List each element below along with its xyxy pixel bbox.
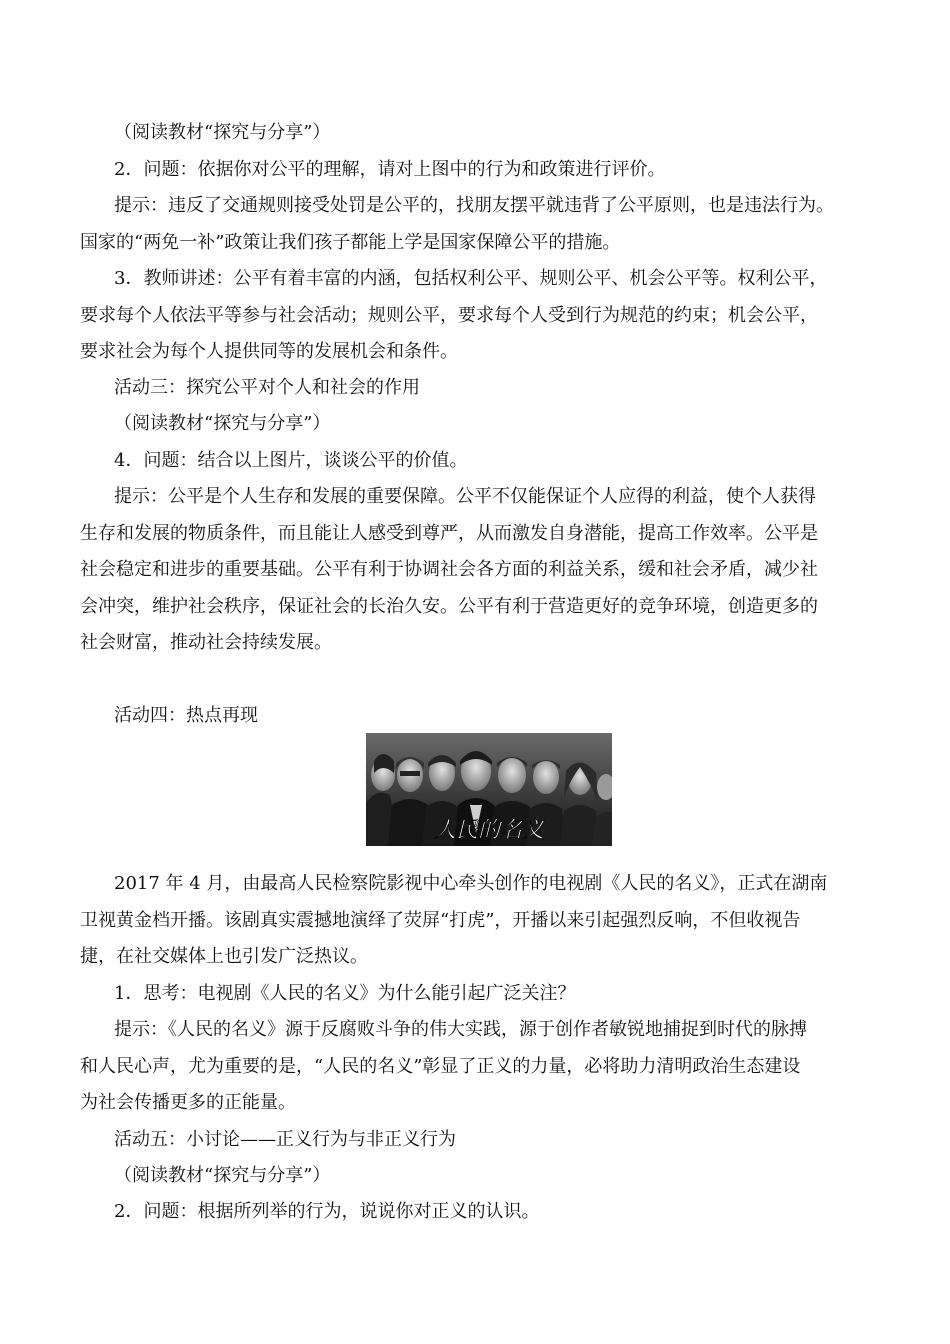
paragraph-hint-2c: 社会稳定和进步的重要基础。公平有利于协调社会各方面的利益关系，缓和社会矛盾，减少社 xyxy=(80,559,818,580)
poster-title: 人民的名义 xyxy=(433,818,545,843)
paragraph-teacher-a: 3．教师讲述：公平有着丰富的内涵，包括权利公平、规则公平、机会公平等。权利公平， xyxy=(114,268,828,289)
paragraph-hint-1b: 国家的“两免一补”政策让我们孩子都能上学是国家保障公平的措施。 xyxy=(80,232,621,253)
paragraph-reading-3: （阅读教材“探究与分享”） xyxy=(114,1165,331,1186)
paragraph-reading-2: （阅读教材“探究与分享”） xyxy=(114,413,331,434)
heading-activity-4: 活动四：热点再现 xyxy=(114,705,258,726)
paragraph-question-2: 2．问题：依据你对公平的理解，请对上图中的行为和政策进行评价。 xyxy=(114,159,666,180)
paragraph-reading-1: （阅读教材“探究与分享”） xyxy=(114,122,331,143)
heading-activity-5: 活动五：小讨论——正义行为与非正义行为 xyxy=(114,1129,456,1150)
paragraph-teacher-c: 要求社会为每个人提供同等的发展机会和条件。 xyxy=(80,341,458,362)
paragraph-think-1: 1．思考：电视剧《人民的名义》为什么能引起广泛关注？ xyxy=(114,983,576,1004)
paragraph-teacher-b: 要求每个人依法平等参与社会活动；规则公平，要求每个人受到行为规范的约束；机会公平， xyxy=(80,305,818,326)
paragraph-hint-2d: 会冲突，维护社会秩序，保证社会的长治久安。公平有利于营造更好的竞争环境，创造更多的 xyxy=(80,596,818,617)
paragraph-news-c: 捷，在社交媒体上也引发广泛热议。 xyxy=(80,946,368,967)
paragraph-hint-3b: 和人民心声，尤为重要的是，“人民的名义”彰显了正义的力量，必将助力清明政治生态建设 xyxy=(80,1056,801,1077)
paragraph-hint-3c: 为社会传播更多的正能量。 xyxy=(80,1092,296,1113)
paragraph-hint-2e: 社会财富，推动社会持续发展。 xyxy=(80,632,332,653)
paragraph-news-a: 2017 年 4 月，由最高人民检察院影视中心牵头创作的电视剧《人民的名义》，正式在湖南 xyxy=(114,873,828,894)
paragraph-hint-3a: 提示：《人民的名义》源于反腐败斗争的伟大实践，源于创作者敏锐地捕捉到时代的脉搏 xyxy=(114,1019,807,1040)
heading-activity-3: 活动三：探究公平对个人和社会的作用 xyxy=(114,377,420,398)
poster-graphic xyxy=(366,733,612,846)
tv-drama-poster-image xyxy=(366,733,612,846)
paragraph-hint-1a: 提示：违反了交通规则接受处罚是公平的，找朋友摆平就违背了公平原则，也是违法行为。 xyxy=(114,195,834,216)
paragraph-hint-2b: 生存和发展的物质条件，而且能让人感受到尊严，从而激发自身潜能，提高工作效率。公平是 xyxy=(80,523,818,544)
paragraph-question-4: 4．问题：结合以上图片，谈谈公平的价值。 xyxy=(114,450,468,471)
paragraph-news-b: 卫视黄金档开播。该剧真实震撼地演绎了荧屏“打虎”，开播以来引起强烈反响，不但收视告 xyxy=(80,910,801,931)
paragraph-question-2b: 2．问题：根据所列举的行为，说说你对正义的认识。 xyxy=(114,1201,540,1222)
paragraph-hint-2a: 提示：公平是个人生存和发展的重要保障。公平不仅能保证个人应得的利益，使个人获得 xyxy=(114,486,816,507)
